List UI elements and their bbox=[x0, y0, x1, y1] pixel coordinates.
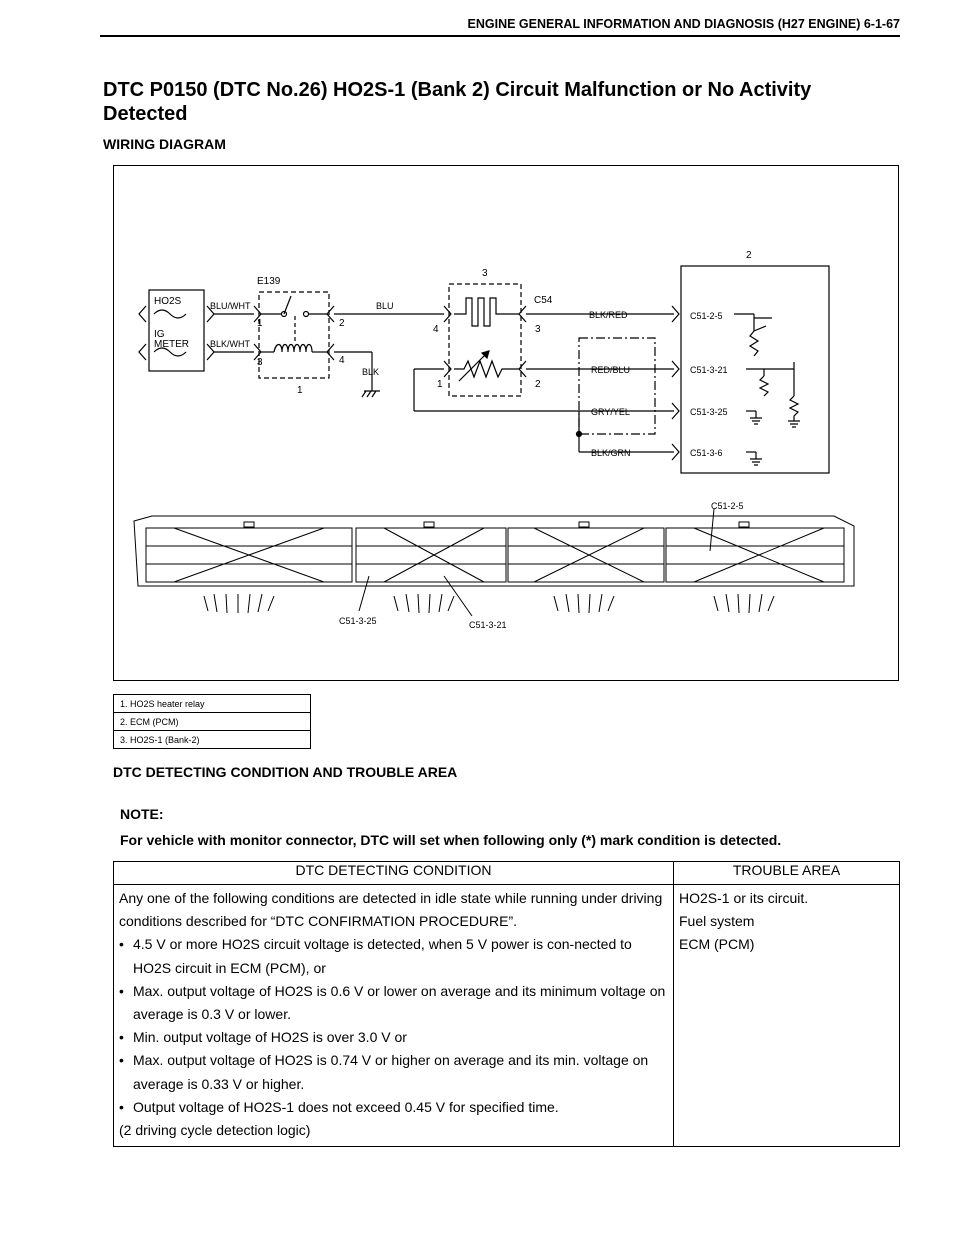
wiring-diagram-drawing bbox=[114, 166, 900, 682]
ground-blk bbox=[362, 391, 380, 397]
label-c54: C54 bbox=[534, 295, 553, 306]
callout-3: 3 bbox=[482, 268, 488, 279]
fuse-symbol-1 bbox=[154, 310, 186, 318]
terminal-c51-3-21: C51-3-21 bbox=[690, 365, 728, 375]
legend-item: 1. HO2S heater relay bbox=[114, 695, 311, 713]
ecm-connector bbox=[672, 306, 679, 460]
label-ig: IG bbox=[154, 329, 165, 340]
sensor-pin-3: 3 bbox=[535, 324, 541, 335]
wire-label-blk: BLK bbox=[362, 367, 380, 377]
column-header-condition: DTC DETECTING CONDITION bbox=[114, 862, 674, 885]
ho2s-sensor bbox=[449, 284, 521, 396]
shield-dashed bbox=[579, 338, 655, 434]
pin-callout-c51-2-5: C51-2-5 bbox=[711, 501, 744, 511]
wire-label-blk-wht: BLK/WHT bbox=[210, 339, 251, 349]
ground-c51-3-6 bbox=[750, 459, 762, 465]
condition-item: • Max. output voltage of HO2S is 0.6 V or lower on average and its minimum voltage on average is 0.3 V or lower. bbox=[119, 980, 667, 1026]
wire-label-blu-wht: BLU/WHT bbox=[210, 301, 251, 311]
wire-label-gry-yel: GRY/YEL bbox=[591, 407, 630, 417]
condition-cell bbox=[114, 885, 674, 1147]
note-label: NOTE: bbox=[120, 806, 164, 822]
pin-label-1: 1 bbox=[257, 318, 263, 329]
connector-box-right bbox=[207, 306, 214, 360]
sensor-element bbox=[454, 361, 519, 377]
sensor-pin-4: 4 bbox=[433, 324, 439, 335]
terminal-c51-3-6: C51-3-6 bbox=[690, 448, 723, 458]
terminal-c51-2-5: C51-2-5 bbox=[690, 311, 723, 321]
condition-intro: Any one of the following conditions are detected in idle state while running under driving conditions described for “DTC CONFIRMATION PROCEDURE”. bbox=[119, 890, 663, 930]
dtc-condition-table bbox=[113, 861, 900, 1147]
ground-c51-3-25 bbox=[750, 418, 762, 424]
condition-item: • Output voltage of HO2S-1 does not exceed 0.45 V for specified time. bbox=[119, 1096, 667, 1119]
relay-coil bbox=[274, 345, 312, 353]
connector-left bbox=[139, 306, 146, 360]
wire-label-red-blu: RED/BLU bbox=[591, 365, 631, 375]
relay-connector-in bbox=[254, 306, 261, 360]
sensor-heater-element bbox=[454, 298, 519, 326]
bullet: • bbox=[119, 1029, 124, 1046]
sensor-connector-right bbox=[519, 306, 526, 377]
relay-e139 bbox=[259, 292, 329, 378]
label-e139: E139 bbox=[257, 276, 281, 287]
ecm-resistor-3 bbox=[790, 396, 798, 421]
condition-item: • Max. output voltage of HO2S is 0.74 V or higher on average and its min. voltage on average is 0.33 V or higher. bbox=[119, 1049, 667, 1095]
pin-label-3: 3 bbox=[257, 357, 263, 368]
condition-footer: (2 driving cycle detection logic) bbox=[119, 1122, 311, 1139]
bullet: • bbox=[119, 1052, 124, 1069]
diagram-legend bbox=[113, 694, 311, 749]
wire-label-blk-red: BLK/RED bbox=[589, 310, 628, 320]
ecm-resistor-2 bbox=[760, 376, 768, 396]
pin-callout-c51-3-21: C51-3-21 bbox=[469, 620, 507, 630]
callout-1: 1 bbox=[297, 385, 303, 396]
ecm-connector-view bbox=[134, 509, 854, 616]
condition-item: • Min. output voltage of HO2S is over 3.0 V or bbox=[119, 1026, 667, 1049]
running-header: ENGINE GENERAL INFORMATION AND DIAGNOSIS (H27 ENGINE) 6-1-67 bbox=[467, 17, 900, 31]
ecm-resistor-1 bbox=[750, 331, 758, 356]
trouble-area-cell bbox=[674, 885, 900, 1147]
sensor-pin-1: 1 bbox=[437, 379, 443, 390]
detecting-heading: DTC DETECTING CONDITION AND TROUBLE AREA bbox=[113, 764, 458, 780]
trouble-area-item: ECM (PCM) bbox=[679, 936, 755, 953]
bullet: • bbox=[119, 936, 124, 953]
legend-item: 3. HO2S-1 (Bank-2) bbox=[114, 731, 311, 749]
wire-label-blk-grn: BLK/GRN bbox=[591, 448, 631, 458]
sensor-pin-2: 2 bbox=[535, 379, 541, 390]
wiring-diagram bbox=[113, 165, 899, 681]
trouble-area-item: HO2S-1 or its circuit. bbox=[679, 890, 809, 906]
pin-callout-c51-3-25: C51-3-25 bbox=[339, 616, 377, 626]
table-row bbox=[114, 885, 900, 1147]
terminal-c51-3-25: C51-3-25 bbox=[690, 407, 728, 417]
trouble-area-item: Fuel system bbox=[679, 913, 755, 930]
bullet: • bbox=[119, 1098, 124, 1115]
table-header-row bbox=[114, 862, 900, 885]
wiring-diagram-heading: WIRING DIAGRAM bbox=[103, 136, 226, 152]
label-meter: METER bbox=[154, 339, 189, 350]
callout-2: 2 bbox=[746, 250, 752, 261]
note-text: For vehicle with monitor connector, DTC will set when following only (*) mark condition is detected. bbox=[120, 832, 782, 848]
relay-connector-out bbox=[327, 306, 334, 360]
header-rule bbox=[100, 35, 900, 37]
page-title: DTC P0150 (DTC No.26) HO2S-1 (Bank 2) Circuit Malfunction or No Activity Detected bbox=[103, 79, 812, 125]
sensor-connector-left bbox=[444, 306, 451, 377]
label-ho2s: HO2S bbox=[154, 296, 182, 307]
condition-item: • 4.5 V or more HO2S circuit voltage is detected, when 5 V power is con-nected to HO2S circuit in ECM (PCM), or bbox=[119, 933, 667, 979]
bullet: • bbox=[119, 982, 124, 999]
column-header-trouble-area: TROUBLE AREA bbox=[674, 862, 900, 885]
pin-label-4: 4 bbox=[339, 355, 345, 366]
legend-item: 2. ECM (PCM) bbox=[114, 713, 311, 731]
wire-label-blu: BLU bbox=[376, 301, 394, 311]
pin-label-2: 2 bbox=[339, 318, 345, 329]
